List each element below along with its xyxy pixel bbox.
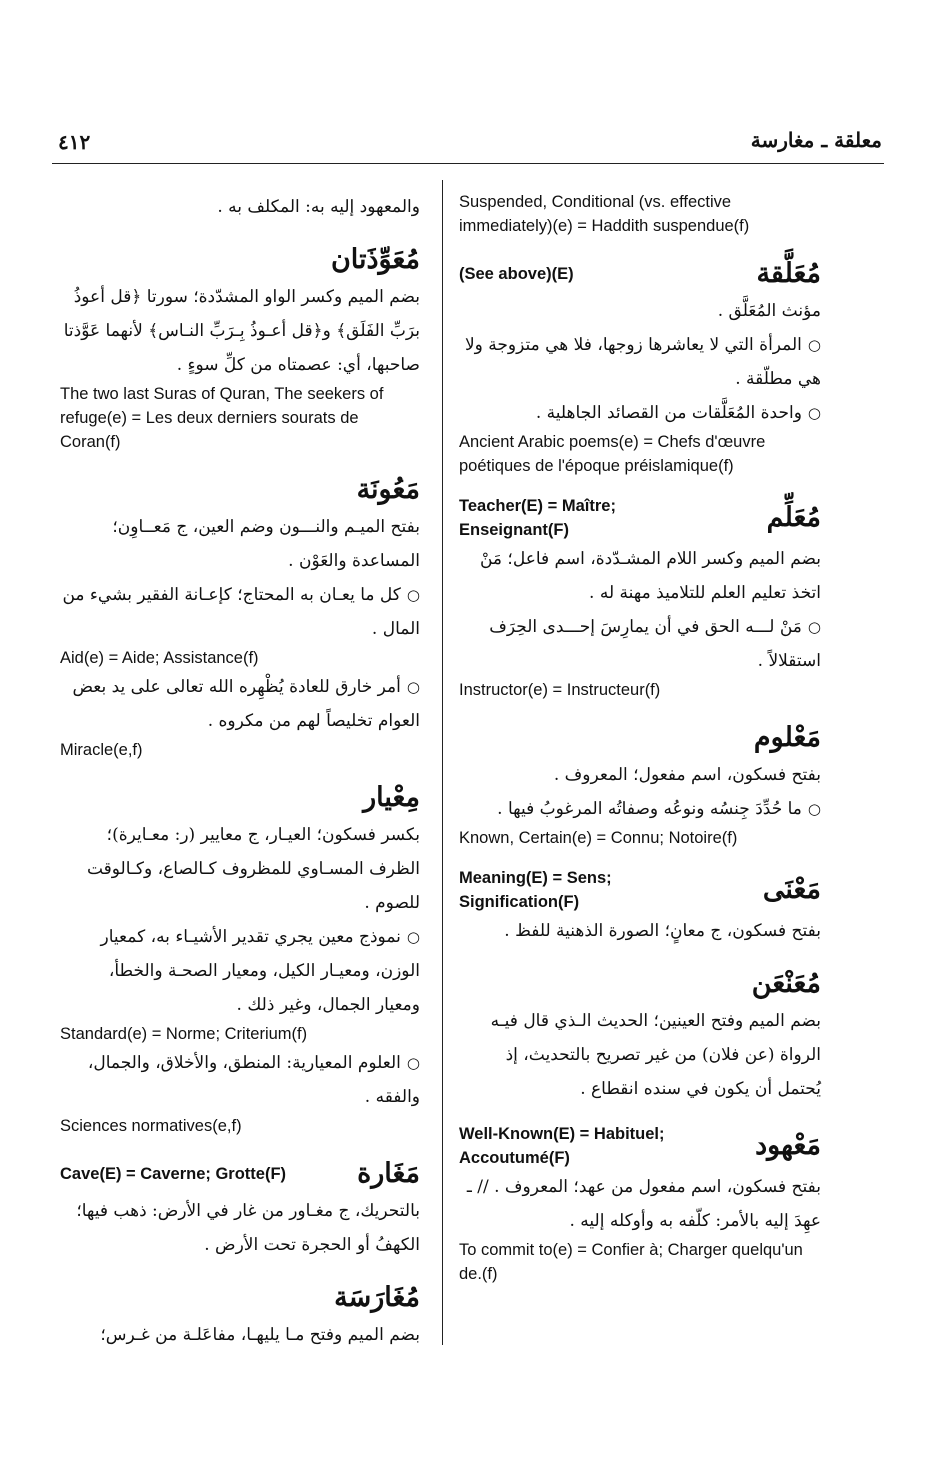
arabic-definition: بضم الميم وكسر اللام المشـدّدة، اسم فاعل؛ مَنْ اتخذ تعليم العلم للتلاميذ مهنة له . xyxy=(479,549,821,603)
circle-bullet-icon: ○ xyxy=(406,678,420,696)
sense: ○المرأة التي لا يعاشرها زوجها، فلا هي متزوجة ولا هي مطلّقة . xyxy=(464,335,821,389)
arabic-definition: بفتح فسكون، ج معانٍ؛ الصورة الذهنية للفظ . xyxy=(504,921,821,941)
arabic-definition: بفتح الميـم والنـــون وضم العين، ج مَعــاوِن؛ المساعدة والعَوْن . xyxy=(112,517,420,571)
entry-muallaqa xyxy=(459,254,821,478)
english-gloss: Cave(E) = Caverne; Grotte(F) xyxy=(60,1165,287,1183)
english-gloss: Miracle(e,f) xyxy=(60,741,143,759)
entry-muallim xyxy=(459,494,821,702)
headword: مَعْلوم xyxy=(753,722,821,753)
entry-continuation xyxy=(60,190,420,224)
circle-bullet-icon: ○ xyxy=(807,618,821,636)
circle-bullet-icon: ○ xyxy=(807,800,821,818)
page-number: ٤١٢ xyxy=(58,130,91,154)
headword: مُغَارَسَة xyxy=(334,1282,420,1313)
headword: مَغَارة xyxy=(357,1158,420,1189)
headword: مُعَنْعَن xyxy=(751,968,821,999)
left-column xyxy=(60,190,420,1368)
headword: مِعْيار xyxy=(363,782,420,813)
column-divider xyxy=(442,180,443,1345)
running-head: معلقة ـ مغارسة xyxy=(750,128,882,152)
headword: مُعَوِّذَتان xyxy=(330,244,420,275)
entry-maghara xyxy=(60,1154,420,1262)
english-gloss: To commit to(e) = Confier à; Charger quelqu'un de.(f) xyxy=(459,1241,803,1283)
sense: ○نموذج معين يجري تقدير الأشيـاء به، كمعيار الوزن، ومعيـار الكيل، ومعيار الصحـة والخطأ، ومعيار الجمال، وغير ذلك . xyxy=(100,927,420,1015)
english-gloss: Suspended, Conditional (vs. effective immediately)(e) = Haddith suspendue(f) xyxy=(459,193,750,235)
sense: ○العلوم المعيارية: المنطق، والأخلاق، والجمال، والفقه . xyxy=(87,1053,420,1107)
right-column xyxy=(459,190,821,1302)
headword: مَعْهود xyxy=(755,1130,821,1161)
arabic-definition: بضم الميم وفتح مـا يليهـا، مفاعَلـة من غـرس؛ xyxy=(100,1325,420,1345)
entry-muanan xyxy=(459,964,821,1106)
arabic-definition: بالتحريك، ج مغـاور من غار في الأرض: ذهب فيها؛ الكهفُ أو الحجرة تحت الأرض . xyxy=(76,1201,420,1255)
english-gloss: Standard(e) = Norme; Criterium(f) xyxy=(60,1025,308,1043)
english-gloss: (See above)(E) xyxy=(459,265,574,283)
sense: ○مَنْ لـــه الحق في أن يمارِسَ إحـــدى الحِرَف استقلالاً . xyxy=(489,617,821,671)
arabic-definition: مؤنث المُعَلَّق . xyxy=(717,301,821,321)
circle-bullet-icon: ○ xyxy=(406,928,420,946)
entry-muawwidhatan xyxy=(60,240,420,454)
headword: مَعْنَى xyxy=(762,874,821,905)
english-gloss: The two last Suras of Quran, The seekers of refuge(e) = Les deux derniers sourats de Coran(f) xyxy=(60,385,384,451)
arabic-definition: بضم الميم وكسر الواو المشدّدة؛ سورتا ﴿قل أعوذُ برَبِّ الفَلَق﴾ و﴿قل أعـوذُ بِـرَبِّ النـاس﴾ لأنهما عَوَّذتا صاحبها، أي: عصمتاه من كلِّ سوءٍ . xyxy=(63,287,420,375)
circle-bullet-icon: ○ xyxy=(406,1054,420,1072)
entry-continuation xyxy=(459,190,821,238)
arabic-definition: والمعهود إليه به: المكلف به . xyxy=(217,197,420,217)
english-gloss: Known, Certain(e) = Connu; Notoire(f) xyxy=(459,829,738,847)
headword: مَعُونَة xyxy=(356,474,420,505)
entry-mahud xyxy=(459,1122,821,1286)
english-gloss: Ancient Arabic poems(e) = Chefs d'œuvre poétiques de l'époque préislamique(f) xyxy=(459,433,766,475)
english-gloss: Sciences normatives(e,f) xyxy=(60,1117,242,1135)
header-rule xyxy=(52,163,884,164)
english-gloss: Aid(e) = Aide; Assistance(f) xyxy=(60,649,259,667)
entry-mana xyxy=(459,866,821,948)
arabic-definition: بفتح فسكون، اسم مفعول؛ المعروف . xyxy=(553,765,821,785)
circle-bullet-icon: ○ xyxy=(807,336,821,354)
entry-malum xyxy=(459,718,821,850)
headword: مُعَلِّم xyxy=(766,502,821,533)
sense: ○كل ما يعـان به المحتاج؛ كإعـانة الفقير بشيء من المال . xyxy=(62,585,420,639)
entry-mugharasa xyxy=(60,1278,420,1352)
sense: ○واحدة المُعَلَّقات من القصائد الجاهلية . xyxy=(535,403,821,423)
headword: مُعَلَّقة xyxy=(756,258,821,289)
arabic-definition: بكسر فسكون؛ العيـار، ج معايير (ر: معـايرة)؛ الظرف المسـاوي للمظروف كـالصاع، وكـالوقت للصوم . xyxy=(86,825,420,913)
english-gloss: Teacher(E) = Maître; Enseignant(F) xyxy=(459,497,616,539)
circle-bullet-icon: ○ xyxy=(406,586,420,604)
arabic-definition: بضم الميم وفتح العينين؛ الحديث الـذي قال فيـه الرواة (عن فلان) من غير تصريح بالتحديث، إذ يُحتمل أن يكون في سنده انقطاع . xyxy=(490,1011,821,1099)
arabic-definition: بفتح فسكون، اسم مفعول من عهد؛ المعروف . // ـ عهِدَ إليه بالأمر: كلّفه به وأوكله إليه . xyxy=(466,1177,821,1231)
sense: ○ما حُدِّدَ جِنسُه ونوعُه وصفاتُه المرغوبُ فيها . xyxy=(497,799,821,819)
english-gloss: Well-Known(E) = Habituel; Accoutumé(F) xyxy=(459,1125,665,1167)
sense: ○أمر خارق للعادة يُظْهِره الله تعالى على يد بعض العوام تخليصاً لهم من مكروه . xyxy=(72,677,420,731)
circle-bullet-icon: ○ xyxy=(807,404,821,422)
english-gloss: Meaning(E) = Sens; Signification(F) xyxy=(459,869,612,911)
entry-maunah xyxy=(60,470,420,762)
entry-miyar xyxy=(60,778,420,1138)
english-gloss: Instructor(e) = Instructeur(f) xyxy=(459,681,661,699)
